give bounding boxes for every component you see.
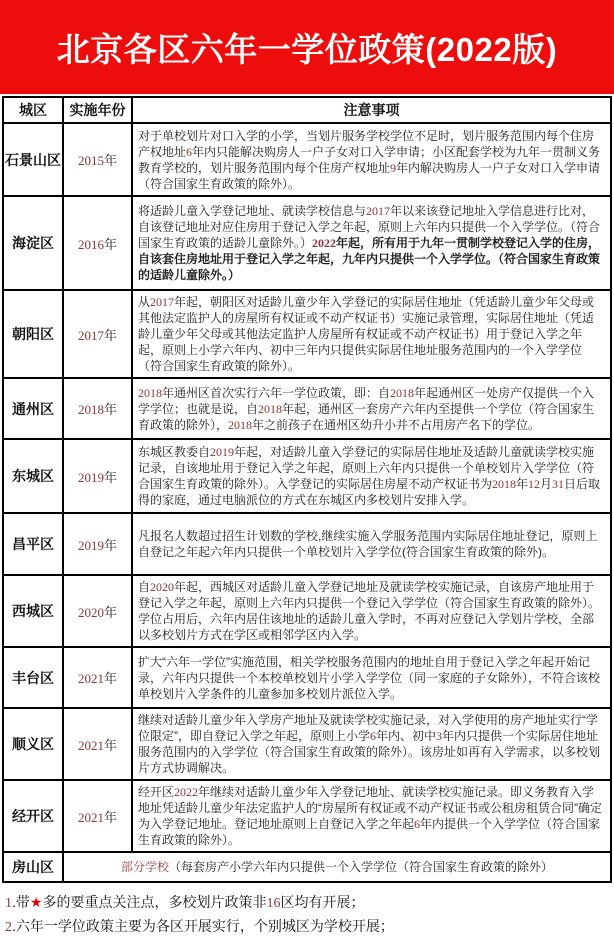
table-row [3, 378, 611, 439]
footnotes [0, 883, 614, 939]
note-segment: 2022年起，所有用于九年一贯制学校登记入学的住房，自该套住房地址用于登记入学之年起，九年内只提供一个入学学位。（符合国家生育政策的适龄儿童除外。） [138, 236, 601, 282]
district-cell: 昌平区 [3, 513, 63, 575]
note-segment: 将适龄儿童入学登记地址、就读学校信息与2017年以来该登记地址入学信息进行比对，自该登记地址对应住房用于登记入学之年起，原则上六年内只提供一个入学学位。（符合国家生育政策的适龄儿童除外。） [138, 204, 601, 250]
district-cell: 石景山区 [3, 123, 63, 196]
note-segment: 扩大“六年一学位”实施范围，相关学校服务范围内的地址自用于登记入学之年起开始记录，六年内只提供一个本校单校划片小学入学学位（同一家庭的子女除外），不符合该校单校划片入学条件的儿童参加多校划片派位入学。 [138, 654, 601, 701]
note-segment: 部分学校 [120, 860, 169, 874]
number: 2016 [77, 236, 104, 252]
year-cell: 2015年 [63, 123, 132, 196]
column-header-notes [132, 97, 611, 123]
number: 2 [5, 920, 12, 935]
note-segment: 从2017年起，朝阳区对适龄儿童少年入学登记的实际居住地址（凭适龄儿童少年父母或其他法定监护人的房屋所有权证或不动产权证书）实施记录管理，实际居住地址（凭适龄儿童少年父母或其他法定监护人房屋所有权证或不动产权证书）用于登记入学之年起，原则上小学六年内、初中三年内只提供实际居住地址服务范围内的一个入学学位（符合国家生育政策的除外）。 [138, 295, 595, 373]
district-cell: 房山区 [3, 852, 63, 882]
number: 2018 [390, 385, 415, 400]
number: 2021 [77, 809, 104, 825]
note-cell [132, 290, 611, 378]
title-banner [0, 0, 614, 94]
note-cell [132, 513, 611, 575]
number: 2022 [174, 785, 199, 799]
note-segment: 东城区教委自2019年起，对适龄儿童入学登记的实际居住地址及适龄儿童就读学校实施记录，自该地址用于登记入学之年起，原则上六年内只提供一个单校划片入学学位（符合国家生育政策的除外）。入学登记的实际居住房屋不动产权证书为2018年12月31日后取得的家庭，通过电脑派位的方式在东城区内多校划片安排入学。 [138, 445, 601, 507]
district-cell: 丰台区 [3, 647, 63, 708]
note-segment: 多的要重点关注点，多校划片政策非16区均有开展； [42, 894, 365, 911]
year-cell: 2019年 [63, 439, 132, 513]
note-cell [132, 708, 611, 780]
table-row [3, 196, 611, 290]
note-segment: （每套房产小学六年内只提供一个入学学位（符合国家生育政策的除外） [169, 860, 554, 874]
number: 2019 [77, 537, 104, 553]
year-cell: 2019年 [63, 513, 132, 575]
note-segment: 2.六年一学位政策主要为各区开展实行，个别城区为学校开展； [5, 918, 394, 935]
number: 6 [414, 817, 421, 831]
year-cell: 2018年 [63, 378, 132, 439]
number: 2021 [77, 671, 104, 686]
district-cell: 海淀区 [3, 196, 63, 290]
table-row [3, 439, 611, 513]
number: 2017 [150, 295, 175, 309]
number: 3 [436, 729, 443, 743]
note-cell [132, 780, 611, 852]
year-cell: 2021年 [63, 708, 132, 780]
column-header-year-label: 实施年份 [69, 102, 126, 118]
number: 2021 [77, 737, 104, 753]
note-cell [132, 123, 611, 196]
note-segment: 继续对适龄儿童少年入学房产地址及就读学校实施记录，对入学使用的房产地址实行“学位限定”，即自登记入学之年起，原则上小学6年内、初中3年内只提供一个实际居住地址服务范围内的入学学位（符合国家生育政策的除外）。该房址如再有入学需求，以多校划片方式协调解决。 [138, 713, 601, 775]
table-row [3, 290, 611, 378]
number: 12 [528, 477, 541, 491]
note-cell [132, 647, 611, 708]
footnote-line [5, 915, 609, 939]
note-segment: 自2020年起，西城区对适龄儿童入学登记地址及就读学校实施记录，自该房产地址用于登记入学之年起，原则上六年内只提供一个登记入学学位（符合国家生育政策的除外）。学位占用后，六年内居住该地址的适龄儿童入学时，不再对应登记入学划片学校，全部以多校划片方式在学区或相邻学区内入学。 [138, 580, 601, 642]
number: 2018 [138, 385, 162, 400]
district-cell: 通州区 [3, 378, 63, 439]
column-header-district-label: 城区 [19, 102, 47, 118]
number: 1 [5, 896, 12, 911]
number: 2019 [77, 469, 104, 485]
note-cell [132, 439, 611, 513]
number: 2015 [77, 153, 104, 168]
year-cell: 2017年 [63, 290, 132, 378]
note-cell [132, 378, 611, 439]
number: 31 [552, 477, 565, 491]
note-segment: 1.带 [5, 894, 30, 911]
page-title: 北京各区六年一学位政策(2022版) [56, 30, 558, 68]
merged-note-cell [63, 852, 611, 882]
note-segment: 经开区2022年继续对适龄儿童少年入学登记地址、就读学校实施记录。即义务教育入学地址凭适龄儿童少年法定监护人的“房屋所有权证或不动产权证书或公租房租赁合同”确定为入学登记地址。登记地址原则上自登记入学之年起6年内提供一个入学学位（符合国家生育政策的除外）。 [138, 785, 602, 847]
table-header-row [3, 97, 611, 123]
number: 2018 [228, 417, 253, 432]
policy-table [2, 96, 612, 883]
year-cell: 2021年 [63, 780, 132, 852]
district-cell: 东城区 [3, 439, 63, 513]
number: 6 [186, 144, 193, 159]
number: 9 [390, 160, 397, 175]
column-header-district [3, 97, 63, 123]
number: 2017 [77, 327, 104, 343]
column-header-notes-label: 注意事项 [343, 102, 400, 118]
table-row [3, 513, 611, 575]
policy-table-body [3, 123, 611, 882]
column-header-year [63, 97, 132, 123]
year-cell: 2016年 [63, 196, 132, 290]
footnote-line [5, 891, 609, 915]
year-cell: 2020年 [63, 575, 132, 647]
year-cell: 2021年 [63, 647, 132, 708]
number: 2018 [258, 401, 283, 416]
note-segment: ★ [29, 894, 43, 910]
district-cell: 西城区 [3, 575, 63, 647]
table-row [3, 647, 611, 708]
table-row [3, 708, 611, 780]
number: 6 [370, 729, 376, 743]
district-cell: 顺义区 [3, 708, 63, 780]
number: 2020 [150, 580, 175, 594]
note-cell [132, 196, 611, 290]
number: 2018 [492, 477, 517, 491]
district-cell: 经开区 [3, 780, 63, 852]
number: 2017 [366, 204, 391, 218]
note-segment: 2018年通州区首次实行六年一学位政策，即：自2018年起通州区一处房产仅提供一个入学学位；也就是说，自2018年起，通州区一套房产六年内至提供一个学位（符合国家生育政策的除外），2018年之前孩子在通州区幼升小并不占用房产名下的学位。 [138, 385, 595, 432]
district-cell: 朝阳区 [3, 290, 63, 378]
table-row [3, 123, 611, 196]
table-row [3, 780, 611, 852]
number: 2022 [312, 236, 337, 250]
number: 2018 [77, 402, 104, 417]
number: 16 [266, 896, 281, 911]
note-cell [132, 575, 611, 647]
table-row [3, 852, 611, 882]
table-row [3, 575, 611, 647]
number: 2019 [210, 445, 235, 459]
note-segment: 对于单校划片对口入学的小学，当划片服务学校学位不足时，划片服务范围内每个住房产权地址6年内只能解决购房人一户子女对口入学申请；小区配套学校为九年一贯制义务教育学校的，划片服务范围内每个住房产权地址9年内解决购房人一户子女对口入学申请（符合国家生育政策的除外）。 [138, 128, 601, 191]
number: 2020 [77, 604, 104, 620]
note-segment: 凡报名人数超过招生计划数的学校,继续实施入学服务范围内实际居住地址登记，原则上自登记之年起六年内只提供一个单校划片入学学位(符合国家生育政策的除外)。 [138, 529, 598, 559]
